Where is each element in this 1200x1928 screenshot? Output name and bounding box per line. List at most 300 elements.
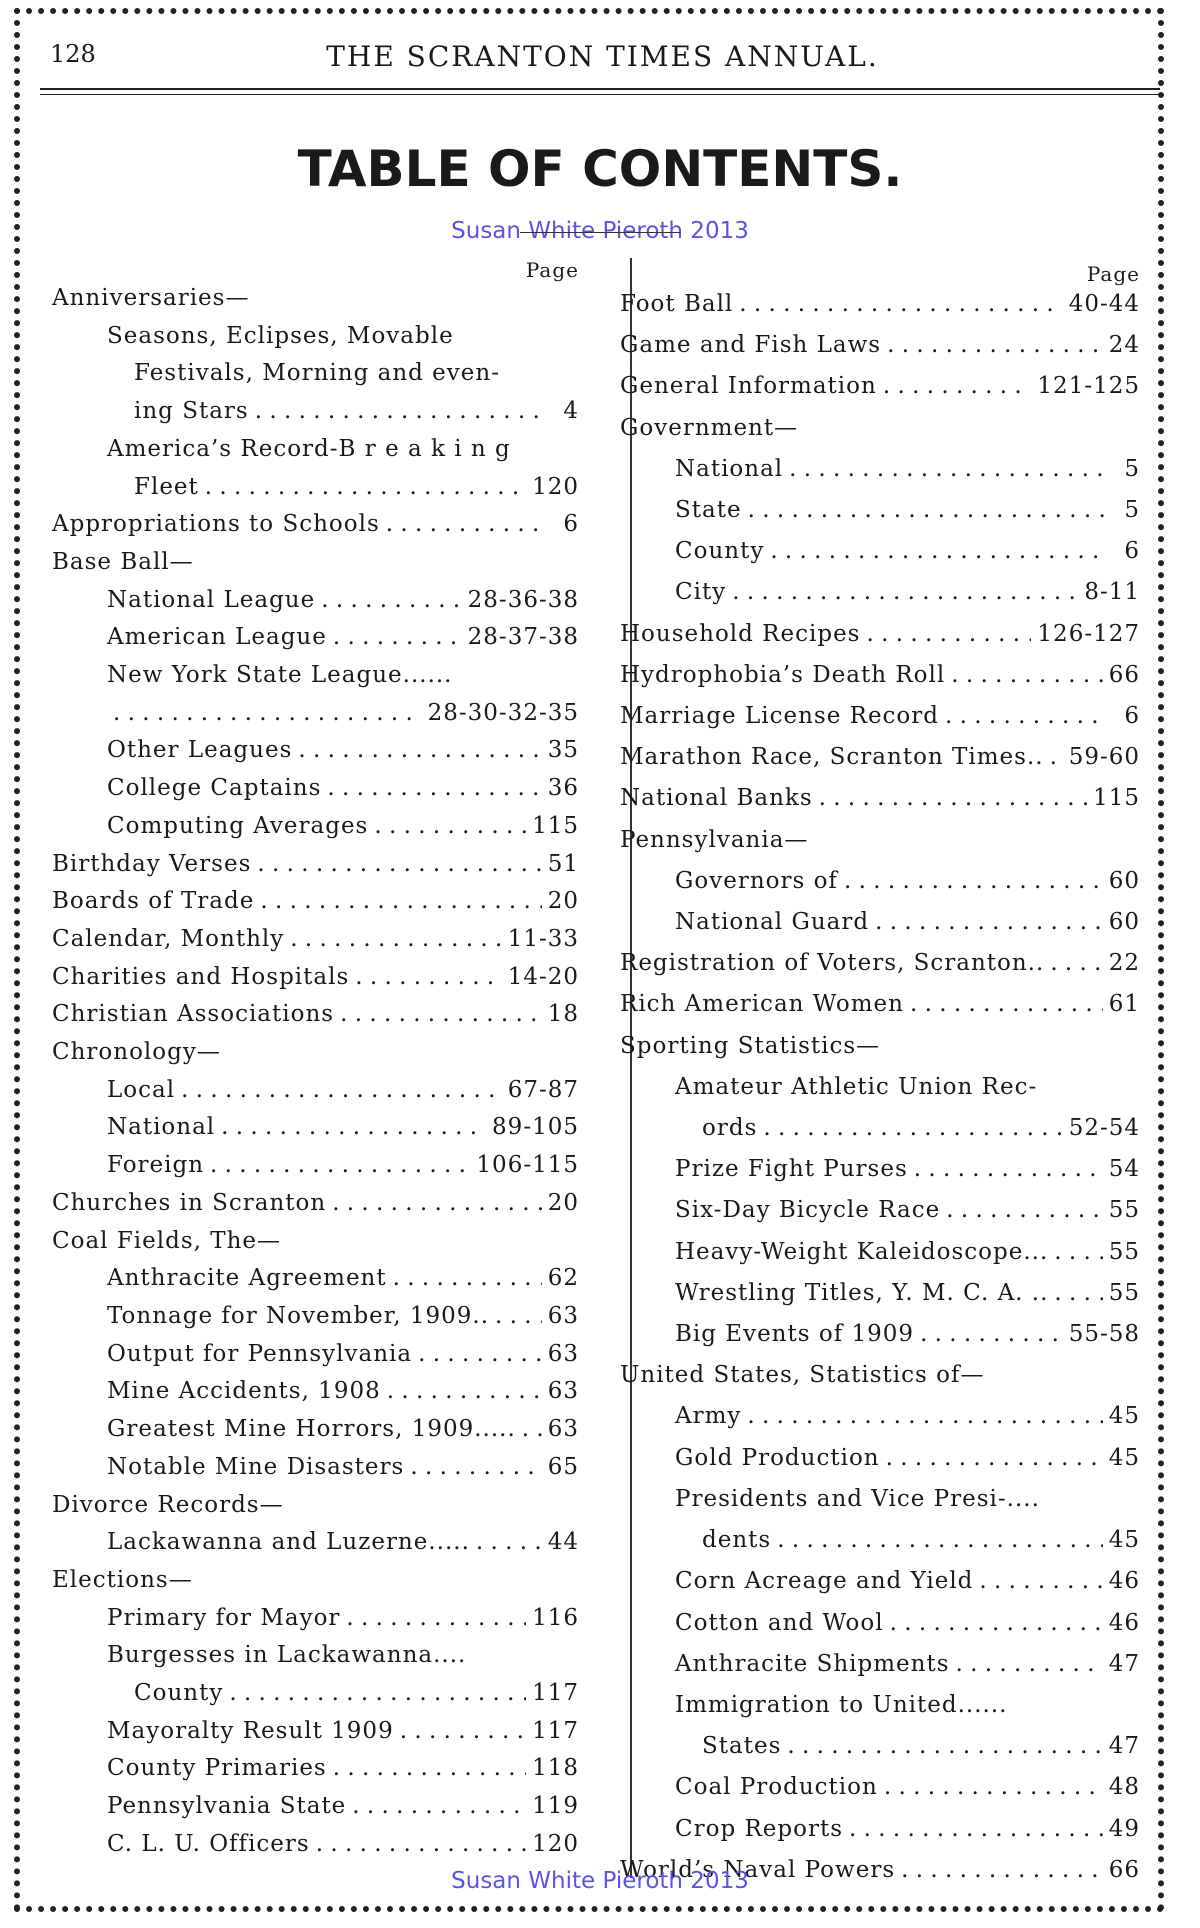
toc-entry: [52, 469, 579, 507]
toc-entry-text: Coal Fields, The—: [52, 1227, 282, 1254]
dot-leader: [777, 1520, 1103, 1561]
toc-entry: [620, 490, 1140, 531]
toc-entry: [620, 696, 1140, 737]
toc-entry: [620, 1314, 1140, 1355]
toc-entry: [52, 1788, 579, 1826]
toc-entry-text: States: [702, 1733, 782, 1760]
toc-entry: [52, 657, 579, 695]
toc-entry-text: Foot Ball: [620, 291, 734, 317]
toc-entry: [52, 846, 579, 884]
toc-entry: [620, 1355, 1140, 1396]
toc-entry-text: Government—: [620, 414, 799, 441]
toc-entry-text: State: [675, 497, 742, 524]
toc-entry-text: Festivals, Morning and even-: [134, 360, 500, 387]
toc-entry-page: 36: [547, 775, 579, 802]
dot-leader: [920, 1314, 1063, 1355]
dot-leader: [844, 861, 1103, 902]
page-number: 128: [50, 40, 96, 68]
toc-entry-page: 115: [1093, 785, 1140, 812]
toc-entry-text: Elections—: [52, 1566, 193, 1593]
dot-leader: [787, 1726, 1102, 1767]
page-title: TABLE OF CONTENTS.: [297, 140, 903, 198]
dot-leader: [332, 1185, 542, 1223]
dot-leader: [410, 1449, 541, 1487]
dot-leader: [255, 393, 545, 431]
toc-entry-text: Other Leagues: [107, 737, 293, 764]
dot-leader: [210, 1147, 470, 1185]
toc-entry-text: Presidents and Vice Presi-....: [675, 1485, 1040, 1512]
toc-entry-page: 63: [547, 1378, 579, 1405]
page-column-label: Page: [1086, 262, 1140, 286]
toc-entry-page: 55: [1108, 1238, 1140, 1265]
dot-leader: [945, 696, 1106, 737]
toc-entry: [620, 1067, 1140, 1108]
dot-leader: [321, 582, 461, 620]
header-rule-thin: [40, 94, 1160, 95]
toc-entry-text: Household Recipes: [620, 620, 861, 647]
toc-entry: [52, 393, 579, 431]
dot-leader: [747, 1396, 1102, 1437]
toc-entry-text: America’s Record-B r e a k i n g: [107, 435, 511, 462]
toc-entry: [52, 582, 579, 620]
toc-entry: [52, 770, 579, 808]
toc-entry-text: College Captains: [107, 775, 322, 802]
toc-entry-text: Appropriations to Schools: [52, 511, 380, 538]
toc-entry: [620, 1396, 1140, 1437]
toc-entry: [52, 732, 579, 770]
dot-leader: [914, 1149, 1103, 1190]
toc-entry: [620, 1026, 1140, 1067]
toc-entry-text: Chronology—: [52, 1039, 221, 1066]
dot-leader: [495, 1298, 542, 1336]
toc-entry-text: Pennsylvania State: [107, 1793, 347, 1820]
toc-entry: [52, 1260, 579, 1298]
toc-entry-text: Base Ball—: [52, 548, 194, 575]
toc-entry-text: Registration of Voters, Scranton..: [620, 950, 1045, 977]
dot-leader: [290, 921, 501, 959]
toc-entry-text: Mayoralty Result 1909: [107, 1717, 394, 1744]
toc-entry-page: 63: [547, 1302, 579, 1329]
dot-leader: [181, 1072, 502, 1110]
dot-leader: [229, 1675, 526, 1713]
toc-entry-page: 59-60: [1068, 744, 1140, 771]
page-header: [40, 30, 1165, 86]
toc-entry: [620, 1479, 1140, 1520]
toc-entry-text: Burgesses in Lackawanna....: [107, 1642, 467, 1669]
dot-leader: [883, 366, 1032, 407]
right-entry-list: [620, 284, 1140, 1891]
toc-entry-text: Game and Fish Laws: [620, 332, 882, 359]
toc-entry: [52, 1185, 579, 1223]
toc-entry-text: National Banks: [620, 785, 813, 812]
toc-entry-page: 119: [532, 1793, 579, 1820]
toc-entry-page: 60: [1108, 867, 1140, 894]
watermark-top: Susan White Pieroth 2013: [451, 218, 749, 244]
toc-entry: [620, 1726, 1140, 1767]
toc-entry: [52, 318, 579, 356]
toc-entry: [52, 1336, 579, 1374]
toc-entry-page: 117: [532, 1680, 579, 1707]
dot-leader: [346, 1600, 526, 1638]
toc-entry: [52, 1637, 579, 1675]
dot-leader: [770, 531, 1106, 572]
dot-leader: [522, 1411, 542, 1449]
toc-entry: [52, 921, 579, 959]
toc-entry: [620, 737, 1140, 778]
dot-leader: [340, 996, 542, 1034]
toc-entry-page: 11-33: [507, 925, 579, 952]
toc-entry-text: Anthracite Agreement: [107, 1265, 387, 1292]
dot-leader: [1054, 1273, 1102, 1314]
toc-entry-page: 44: [547, 1529, 579, 1556]
toc-entry: [52, 1109, 579, 1147]
toc-entry-text: Anthracite Shipments: [675, 1650, 950, 1677]
toc-entry-page: 49: [1108, 1815, 1140, 1842]
dot-leader: [476, 1524, 542, 1562]
toc-entry: [620, 1232, 1140, 1273]
dot-leader: [355, 959, 501, 997]
toc-entry-text: Divorce Records—: [52, 1491, 284, 1518]
toc-entry-page: 18: [547, 1001, 579, 1028]
toc-entry: [620, 1190, 1140, 1231]
toc-entry-page: 120: [532, 473, 579, 500]
toc-entry: [52, 1411, 579, 1449]
toc-entry: [620, 778, 1140, 819]
toc-entry: [620, 1561, 1140, 1602]
watermark-strike-line: [520, 232, 680, 233]
toc-entry-text: dents: [702, 1527, 772, 1554]
toc-entry: [620, 449, 1140, 490]
dot-leader: [113, 695, 422, 733]
dot-leader: [1050, 737, 1063, 778]
toc-entry-text: ing Stars: [134, 398, 249, 425]
toc-entry-page: 118: [532, 1755, 579, 1782]
toc-entry: [52, 1562, 579, 1600]
toc-entry-page: 51: [547, 850, 579, 877]
dot-leader: [748, 490, 1106, 531]
toc-entry: [52, 1713, 579, 1751]
dot-leader: [386, 506, 545, 544]
dot-leader: [946, 1190, 1102, 1231]
toc-entry: [52, 355, 579, 393]
dot-leader: [257, 846, 541, 884]
toc-entry: [620, 284, 1140, 325]
dot-leader: [763, 1108, 1062, 1149]
toc-entry: [620, 614, 1140, 655]
toc-entry-text: Computing Averages: [107, 812, 369, 839]
toc-entry: [52, 1223, 579, 1261]
toc-entry-text: Churches in Scranton: [52, 1189, 327, 1216]
toc-entry: [620, 572, 1140, 613]
toc-entry: [52, 506, 579, 544]
toc-entry-text: Marriage License Record: [620, 703, 940, 730]
toc-entry-page: 6: [1124, 538, 1140, 565]
dot-leader: [221, 1109, 486, 1147]
toc-entry-text: American League: [107, 624, 327, 651]
toc-entry-text: Corn Acreage and Yield: [675, 1568, 974, 1595]
toc-entry-text: Birthday Verses: [52, 850, 252, 877]
toc-entry: [52, 1072, 579, 1110]
toc-entry-text: C. L. U. Officers: [107, 1830, 310, 1857]
dot-leader: [418, 1336, 542, 1374]
toc-entry-page: 117: [532, 1717, 579, 1744]
toc-entry: [52, 1298, 579, 1336]
toc-entry-page: 6: [1124, 703, 1140, 730]
toc-entry: [620, 1108, 1140, 1149]
toc-entry-text: Crop Reports: [675, 1815, 844, 1842]
toc-entry-text: National League: [107, 586, 316, 613]
toc-entry-text: Fleet: [134, 473, 199, 500]
toc-entry-page: 8-11: [1084, 579, 1140, 606]
toc-entry: [52, 808, 579, 846]
toc-entry: [620, 1273, 1140, 1314]
toc-entry-page: 66: [1108, 661, 1140, 688]
dot-leader: [352, 1788, 526, 1826]
toc-entry-text: County: [675, 538, 765, 565]
toc-entry-page: 20: [547, 1189, 579, 1216]
toc-entry-page: 6: [563, 511, 579, 538]
dot-leader: [333, 619, 462, 657]
toc-entry-page: 48: [1108, 1774, 1140, 1801]
toc-entry-page: 45: [1108, 1527, 1140, 1554]
dot-leader: [732, 572, 1078, 613]
dot-leader: [327, 770, 541, 808]
toc-entry-text: Output for Pennsylvania: [107, 1340, 413, 1367]
toc-entry-page: 67-87: [507, 1076, 579, 1103]
dot-leader: [979, 1561, 1102, 1602]
toc-entry-text: City: [675, 579, 727, 606]
dot-leader: [739, 284, 1062, 325]
toc-entry: [620, 1809, 1140, 1850]
toc-entry-page: 89-105: [492, 1114, 579, 1141]
dot-leader: [951, 655, 1102, 696]
toc-entry: [620, 325, 1140, 366]
left-entry-list: [52, 280, 579, 1864]
toc-entry: [620, 1438, 1140, 1479]
toc-entry-text: Notable Mine Disasters: [107, 1453, 405, 1480]
toc-entry: [52, 1750, 579, 1788]
toc-entry-text: Rich American Women: [620, 991, 904, 1018]
toc-entry: [52, 695, 579, 733]
toc-entry: [52, 431, 579, 469]
toc-entry-text: Christian Associations: [52, 1001, 335, 1028]
page-column-label: Page: [525, 258, 579, 282]
dot-leader: [884, 1767, 1103, 1808]
dot-leader: [819, 778, 1087, 819]
dot-leader: [374, 808, 526, 846]
toc-entry-text: Hydrophobia’s Death Roll: [620, 661, 946, 688]
toc-entry: [620, 1644, 1140, 1685]
toc-entry: [52, 1524, 579, 1562]
toc-entry: [620, 820, 1140, 861]
toc-entry-text: National: [675, 455, 784, 482]
toc-entry-text: Tonnage for November, 1909..: [107, 1302, 490, 1329]
toc-entry: [52, 280, 579, 318]
toc-entry-page: 126-127: [1037, 620, 1140, 647]
dot-leader: [298, 732, 541, 770]
toc-entry-page: 63: [547, 1416, 579, 1443]
dot-leader: [887, 325, 1103, 366]
toc-entry-page: 66: [1108, 1856, 1140, 1883]
toc-entry-page: 120: [532, 1830, 579, 1857]
toc-entry: [620, 366, 1140, 407]
toc-entry-page: 55: [1108, 1279, 1140, 1306]
toc-entry: [52, 1600, 579, 1638]
toc-entry-text: Calendar, Monthly: [52, 925, 285, 952]
toc-entry-page: 62: [547, 1265, 579, 1292]
toc-entry-text: Six-Day Bicycle Race: [675, 1197, 941, 1224]
toc-entry-page: 5: [1124, 497, 1140, 524]
toc-entry-text: World’s Naval Powers: [620, 1856, 896, 1883]
running-head: THE SCRANTON TIMES ANNUAL.: [326, 40, 879, 73]
watermark-bottom: Susan White Pieroth 2013: [451, 1868, 749, 1894]
toc-entry-text: Boards of Trade: [52, 888, 255, 915]
toc-entry-text: Lackawanna and Luzerne.....: [107, 1529, 470, 1556]
toc-entry-page: 63: [547, 1340, 579, 1367]
toc-entry-text: New York State League......: [107, 662, 453, 689]
toc-entry-text: Prize Fight Purses: [675, 1156, 908, 1183]
dot-leader: [789, 449, 1106, 490]
toc-entry-text: Governors of: [675, 867, 838, 894]
dot-leader: [205, 469, 526, 507]
toc-entry-text: Army: [675, 1403, 742, 1430]
toc-entry-text: Amateur Athletic Union Rec-: [675, 1073, 1038, 1100]
dot-leader: [316, 1826, 526, 1864]
toc-entry: [52, 1487, 579, 1525]
toc-entry-page: 28-30-32-35: [427, 699, 579, 726]
toc-entry-text: Anniversaries—: [52, 285, 250, 311]
toc-entry: [620, 1520, 1140, 1561]
toc-entry-text: Cotton and Wool: [675, 1609, 884, 1636]
toc-entry-page: 60: [1108, 909, 1140, 936]
dot-leader: [387, 1373, 542, 1411]
toc-entry-page: 35: [547, 737, 579, 764]
toc-entry: [620, 1685, 1140, 1726]
toc-entry-page: 46: [1108, 1609, 1140, 1636]
toc-entry: [52, 1147, 579, 1185]
left-column: [52, 258, 579, 1864]
dot-leader: [875, 902, 1103, 943]
toc-entry-text: Wrestling Titles, Y. M. C. A. ..: [675, 1279, 1049, 1306]
toc-entry: [620, 1767, 1140, 1808]
dot-leader: [393, 1260, 542, 1298]
toc-entry-page: 40-44: [1068, 291, 1140, 317]
toc-entry-page: 54: [1108, 1156, 1140, 1183]
toc-entry-text: United States, Statistics of—: [620, 1362, 985, 1389]
toc-entry: [52, 1034, 579, 1072]
toc-entry-page: 4: [563, 398, 579, 425]
toc-entry-text: County Primaries: [107, 1755, 327, 1782]
toc-entry-page: 28-37-38: [467, 624, 579, 651]
toc-entry-page: 20: [547, 888, 579, 915]
toc-entry-text: Greatest Mine Horrors, 1909.....: [107, 1416, 516, 1443]
toc-entry: [620, 1603, 1140, 1644]
right-column: [620, 262, 1140, 1891]
toc-entry-page: 65: [547, 1453, 579, 1480]
toc-entry-text: Big Events of 1909: [675, 1321, 915, 1348]
dot-leader: [890, 1603, 1103, 1644]
header-rule: [40, 88, 1160, 90]
toc-entry-page: 55: [1108, 1197, 1140, 1224]
toc-entry: [52, 959, 579, 997]
dot-leader: [400, 1713, 526, 1751]
toc-entry-page: 46: [1108, 1568, 1140, 1595]
toc-entry-text: Sporting Statistics—: [620, 1032, 881, 1059]
toc-entry: [52, 883, 579, 921]
toc-entry: [620, 902, 1140, 943]
toc-entry: [52, 619, 579, 657]
toc-entry-page: 106-115: [476, 1152, 579, 1179]
dot-leader: [956, 1644, 1103, 1685]
toc-entry-text: Local: [107, 1076, 176, 1103]
toc-entry: [52, 1449, 579, 1487]
toc-entry: [52, 1373, 579, 1411]
toc-entry-text: General Information: [620, 373, 877, 400]
toc-entry-text: National Guard: [675, 909, 870, 936]
toc-entry: [620, 1149, 1140, 1190]
dot-leader: [1050, 943, 1102, 984]
toc-entry-text: Heavy-Weight Kaleidoscope...: [675, 1238, 1049, 1265]
dot-leader: [886, 1438, 1103, 1479]
dot-leader: [849, 1809, 1103, 1850]
toc-entry-page: 52-54: [1068, 1115, 1140, 1142]
dot-leader: [1054, 1232, 1102, 1273]
toc-entry-page: 24: [1108, 332, 1140, 359]
toc-entry: [620, 655, 1140, 696]
toc-entry-page: 47: [1108, 1650, 1140, 1677]
toc-entry: [52, 996, 579, 1034]
toc-entry-text: Seasons, Eclipses, Movable: [107, 322, 454, 349]
toc-entry-text: Immigration to United......: [675, 1691, 1008, 1718]
toc-entry: [52, 1826, 579, 1864]
toc-entry-text: Primary for Mayor: [107, 1604, 341, 1631]
toc-entry-text: ords: [702, 1115, 758, 1142]
toc-entry-page: 115: [532, 812, 579, 839]
toc-entry-page: 45: [1108, 1403, 1140, 1430]
toc-entry-page: 47: [1108, 1733, 1140, 1760]
toc-entry-page: 14-20: [507, 963, 579, 990]
toc-entry-text: County: [134, 1680, 224, 1707]
toc-entry-text: Charities and Hospitals: [52, 963, 350, 990]
toc-entry: [620, 531, 1140, 572]
toc-entry-text: Mine Accidents, 1908: [107, 1378, 381, 1405]
dot-leader: [333, 1750, 526, 1788]
toc-entry-page: 28-36-38: [467, 586, 579, 613]
toc-entry-text: Foreign: [107, 1152, 205, 1179]
dot-leader: [260, 883, 541, 921]
toc-entry: [620, 408, 1140, 449]
toc-entry: [620, 943, 1140, 984]
toc-entry: [620, 984, 1140, 1025]
toc-entry-text: Marathon Race, Scranton Times..: [620, 744, 1044, 771]
dot-leader: [867, 614, 1032, 655]
toc-entry-text: National: [107, 1114, 216, 1141]
toc-entry-text: Pennsylvania—: [620, 826, 809, 853]
toc-entry-text: Gold Production: [675, 1444, 880, 1471]
toc-entry-page: 121-125: [1037, 373, 1140, 400]
toc-entry-page: 22: [1108, 950, 1140, 977]
toc-entry-text: Coal Production: [675, 1774, 878, 1801]
toc-entry-page: 55-58: [1068, 1321, 1140, 1348]
dot-leader: [910, 984, 1103, 1025]
toc-entry-page: 45: [1108, 1444, 1140, 1471]
toc-entry-page: 116: [532, 1604, 579, 1631]
toc-entry-page: 5: [1124, 455, 1140, 482]
toc-entry: [52, 1675, 579, 1713]
toc-entry-page: 61: [1108, 991, 1140, 1018]
toc-entry: [52, 544, 579, 582]
toc-entry: [620, 861, 1140, 902]
